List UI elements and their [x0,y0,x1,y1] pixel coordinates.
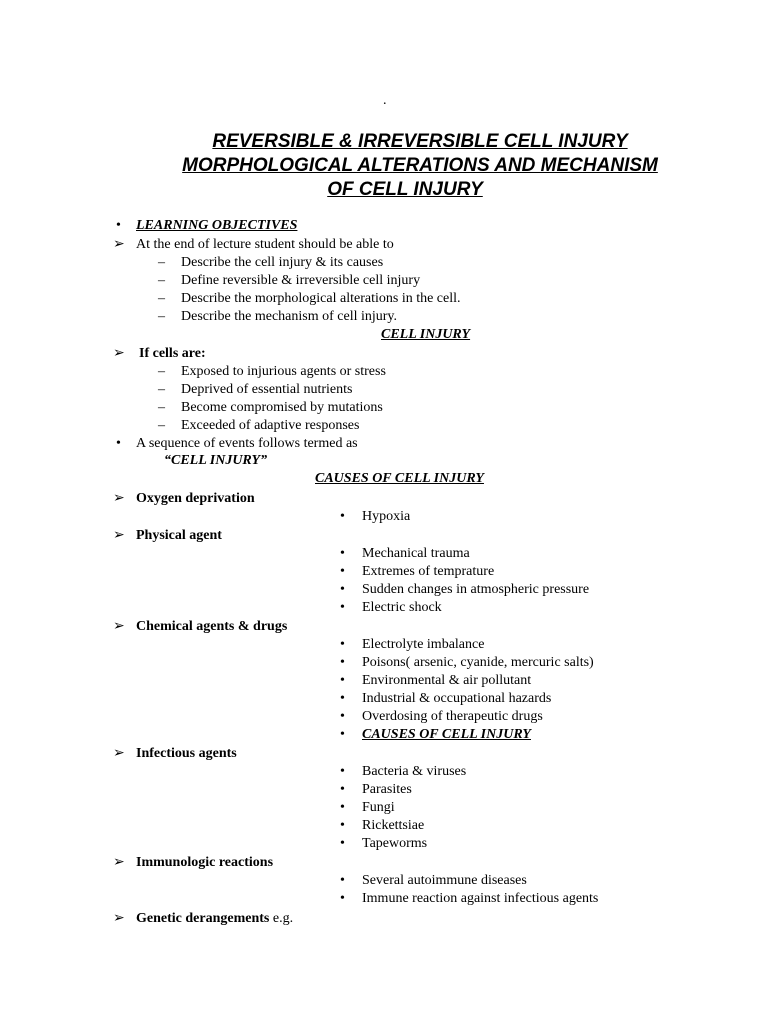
bullet-icon: • [340,782,345,797]
bullet-icon: • [340,709,345,724]
title-line-2: MORPHOLOGICAL ALTERATIONS AND MECHANISM [182,155,658,176]
arrow-bullet-icon: ➢ [113,346,125,361]
objective-item: Describe the morphological alterations in the cell. [181,291,461,306]
cause-item: Mechanical trauma [362,546,470,561]
bullet-icon: • [340,691,345,706]
title-line-1: REVERSIBLE & IRREVERSIBLE CELL INJURY [212,131,628,152]
cause-genetic-suffix: e.g. [269,911,294,926]
cause-item: Sudden changes in atmospheric pressure [362,582,590,597]
arrow-bullet-icon: ➢ [113,528,125,543]
bullet-icon: • [340,891,345,906]
objectives-heading: LEARNING OBJECTIVES [136,218,298,233]
objective-item: Describe the mechanism of cell injury. [181,309,398,324]
title-line-3: OF CELL INJURY [327,179,483,200]
objective-item: Describe the cell injury & its causes [181,255,384,270]
bullet-icon: • [340,800,345,815]
dash-icon: – [158,382,165,397]
bullet-icon: • [340,727,345,742]
bullet-icon: • [340,509,345,524]
causes-heading-repeat: CAUSES OF CELL INJURY [362,727,531,742]
arrow-bullet-icon: ➢ [113,746,125,761]
objective-item: Define reversible & irreversible cell injury [181,273,421,288]
cause-genetic-label: Genetic derangements [136,911,270,926]
arrow-bullet-icon: ➢ [113,237,125,252]
if-cells-label: If cells are: [139,346,206,361]
cause-chemical-label: Chemical agents & drugs [136,619,288,634]
cause-item: Immune reaction against infectious agents [362,891,599,906]
bullet-icon: • [340,582,345,597]
cause-immunologic-label: Immunologic reactions [136,855,274,870]
bullet-icon: • [340,673,345,688]
cell-injury-item: Deprived of essential nutrients [181,382,353,397]
sequence-text: A sequence of events follows termed as [136,436,358,451]
bullet-icon: • [340,836,345,851]
objectives-intro: At the end of lecture student should be able to [136,237,394,252]
cell-injury-heading: CELL INJURY [381,327,471,342]
cause-item: Tapeworms [362,836,428,851]
cause-item: Rickettsiae [362,818,425,833]
cause-item: Poisons( arsenic, cyanide, mercuric salts) [362,655,594,670]
dash-icon: – [158,309,165,324]
causes-heading: CAUSES OF CELL INJURY [315,471,484,486]
cause-item: Extremes of temprature [362,564,495,579]
bullet-icon: • [340,637,345,652]
dash-icon: – [158,273,165,288]
cause-item: Environmental & air pollutant [362,673,532,688]
cause-item: Hypoxia [362,509,411,524]
arrow-bullet-icon: ➢ [113,855,125,870]
cause-item: Several autoimmune diseases [362,873,527,888]
cause-item: Fungi [362,800,395,815]
cause-item: Electrolyte imbalance [362,637,485,652]
bullet-icon: • [340,655,345,670]
cause-item: Electric shock [362,600,442,615]
dash-icon: – [158,400,165,415]
cause-infectious-label: Infectious agents [136,746,237,761]
cause-physical-label: Physical agent [136,528,222,543]
bullet-icon: • [340,564,345,579]
cause-genetic-line [136,910,293,928]
bullet-icon: • [116,436,121,451]
cause-item: Overdosing of therapeutic drugs [362,709,543,724]
dash-icon: – [158,418,165,433]
bullet-icon: • [340,818,345,833]
bullet-icon: • [340,764,345,779]
cell-injury-item: Exceeded of adaptive responses [181,418,360,433]
arrow-bullet-icon: ➢ [113,491,125,506]
cause-item: Bacteria & viruses [362,764,467,779]
bullet-icon: • [340,873,345,888]
cause-oxygen-label: Oxygen deprivation [136,491,255,506]
bullet-icon: • [116,218,121,233]
dash-icon: – [158,364,165,379]
dash-icon: – [158,291,165,306]
cell-injury-item: Exposed to injurious agents or stress [181,364,386,379]
header-dot: . [383,93,387,108]
bullet-icon: • [340,546,345,561]
arrow-bullet-icon: ➢ [113,911,125,926]
dash-icon: – [158,255,165,270]
cell-injury-term: “CELL INJURY” [164,453,268,468]
bullet-icon: • [340,600,345,615]
cause-item: Parasites [362,782,412,797]
cause-item: Industrial & occupational hazards [362,691,552,706]
cell-injury-item: Become compromised by mutations [181,400,383,415]
arrow-bullet-icon: ➢ [113,619,125,634]
